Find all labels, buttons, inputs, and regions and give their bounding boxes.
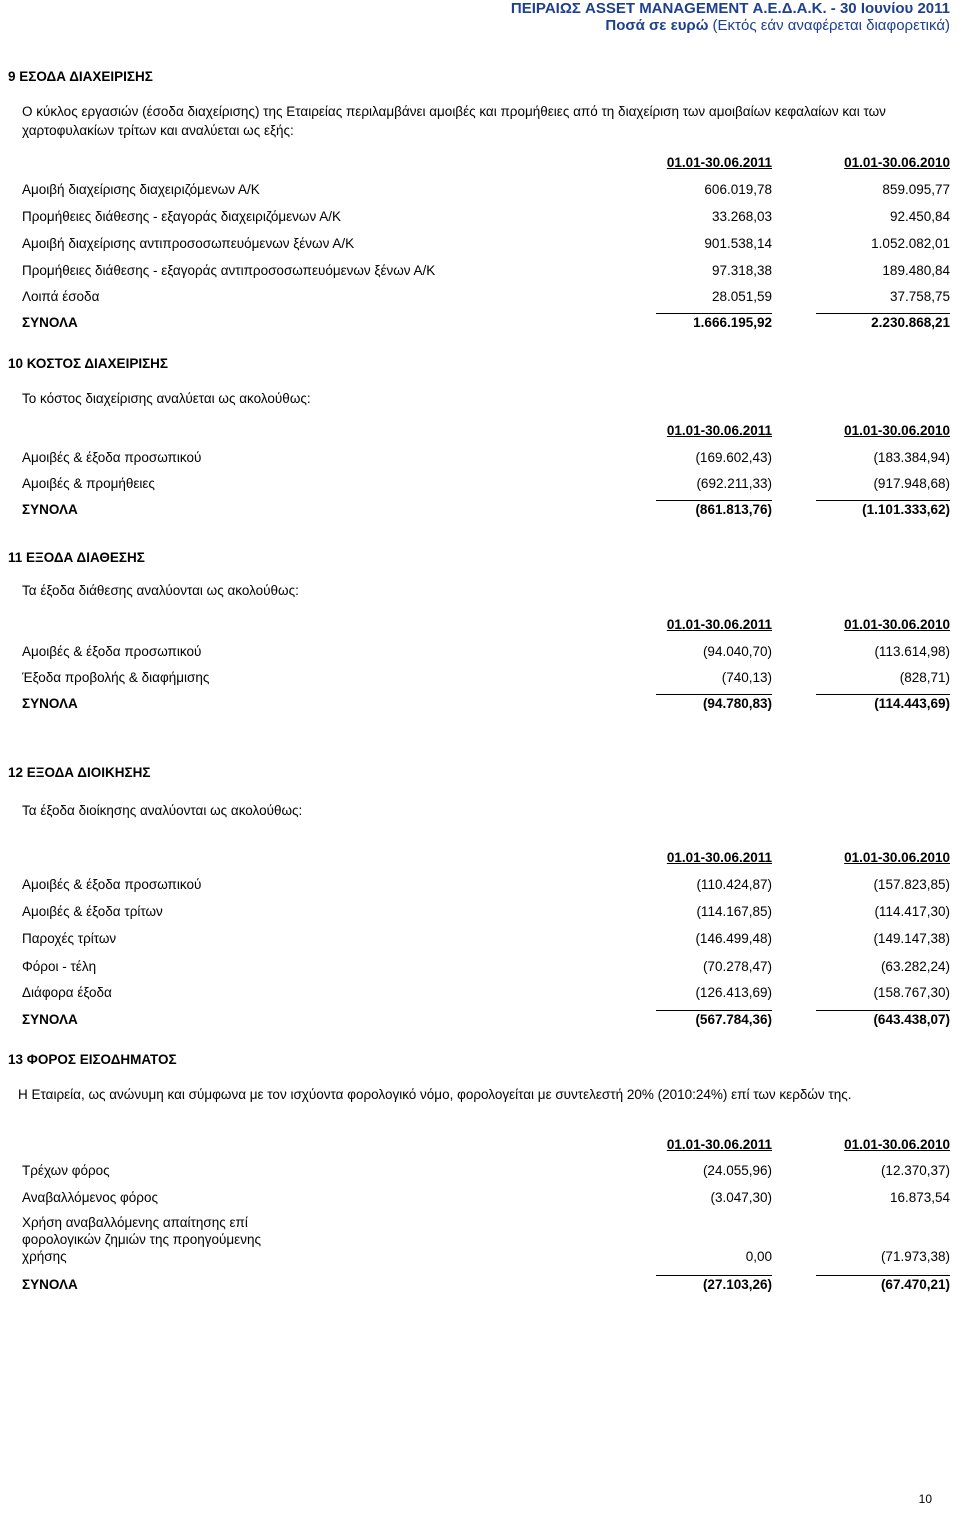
section-11-col-2010: 01.01-30.06.2010 <box>844 617 950 632</box>
table-row <box>0 182 960 200</box>
row-label: Αμοιβές & έξοδα προσωπικού <box>22 877 202 892</box>
section-11-title: 11 ΕΞΟΔΑ ΔΙΑΘΕΣΗΣ <box>8 550 145 565</box>
row-label: Φόροι - τέλη <box>22 959 97 974</box>
row-value-2011: (114.167,85) <box>696 904 772 919</box>
table-row <box>0 670 960 688</box>
total-value-2010: (67.470,21) <box>816 1275 950 1292</box>
row-value-2010: (917.948,68) <box>873 476 950 491</box>
row-value-2011: (24.055,96) <box>702 1163 772 1178</box>
page-number: 10 <box>918 1492 932 1506</box>
row-value-2011: 33.268,03 <box>711 209 772 224</box>
table-row <box>0 236 960 254</box>
row-value-2011: 28.051,59 <box>711 289 772 304</box>
row-value-2011: 0,00 <box>745 1249 772 1264</box>
section-11-intro: Τα έξοδα διάθεσης αναλύονται ως ακολούθως: <box>22 583 299 598</box>
row-value-2010: 92.450,84 <box>889 209 950 224</box>
total-label: ΣΥΝΟΛΑ <box>22 1277 78 1292</box>
row-value-2010: (114.417,30) <box>874 904 950 919</box>
total-value-2010: (114.443,69) <box>816 694 950 711</box>
section-11-col-2011: 01.01-30.06.2011 <box>666 617 772 632</box>
report-header-title: ΠΕΙΡΑΙΩΣ ASSET MANAGEMENT Α.Ε.Δ.Α.Κ. - 30 Ιουνίου 2011 <box>510 0 950 17</box>
row-value-2010: (63.282,24) <box>880 959 950 974</box>
total-value-2011: (27.103,26) <box>656 1275 772 1292</box>
row-value-2011: 901.538,14 <box>704 236 772 251</box>
row-label: Αμοιβές & έξοδα προσωπικού <box>22 450 202 465</box>
row-label: Τρέχων φόρος <box>22 1163 110 1178</box>
row-value-2011: (70.278,47) <box>702 959 772 974</box>
total-value-2010: 2.230.868,21 <box>816 313 950 330</box>
section-10-col-2010: 01.01-30.06.2010 <box>844 423 950 438</box>
table-row <box>0 904 960 922</box>
row-label: Προμήθειες διάθεσης - εξαγοράς αντιπροσοσωπευόμενων ξένων Α/Κ <box>22 263 436 278</box>
total-value-2011: 1.666.195,92 <box>656 313 772 330</box>
table-row <box>0 931 960 949</box>
row-value-2010: (149.147,38) <box>873 931 950 946</box>
row-label: Αμοιβή διαχείρισης αντιπροσοσωπευόμενων ξένων Α/Κ <box>22 236 355 251</box>
section-12-col-2010: 01.01-30.06.2010 <box>844 850 950 865</box>
total-value-2011: (567.784,36) <box>656 1010 772 1027</box>
section-9-intro: Ο κύκλος εργασιών (έσοδα διαχείρισης) της Εταιρείας περιλαμβάνει αμοιβές και προμήθειες από τη διαχείριση των αμοιβαίων κεφαλαίων και των χαρτοφυλακίων τρίτων και αναλύεται ως εξής: <box>22 104 886 138</box>
section-13-intro: Η Εταιρεία, ως ανώνυμη και σύμφωνα με τον ισχύοντα φορολογικό νόμο, φορολογείται με συντελεστή 20% (2010:24%) επί των κερδών της. <box>18 1087 852 1102</box>
row-value-2010: 16.873,54 <box>889 1190 950 1205</box>
row-label: Έξοδα προβολής & διαφήμισης <box>22 670 210 685</box>
table-row <box>0 644 960 662</box>
row-value-2010: 1.052.082,01 <box>871 236 950 251</box>
table-row <box>0 1163 960 1181</box>
currency-note-detail: (Εκτός εάν αναφέρεται διαφορετικά) <box>708 17 950 34</box>
row-label: Αναβαλλόμενος φόρος <box>22 1190 158 1205</box>
row-value-2011: (126.413,69) <box>695 985 772 1000</box>
total-label: ΣΥΝΟΛΑ <box>22 502 78 517</box>
row-value-2011: 606.019,78 <box>704 182 772 197</box>
total-row <box>0 500 960 518</box>
section-12-col-2011: 01.01-30.06.2011 <box>666 850 772 865</box>
row-label: Παροχές τρίτων <box>22 931 117 946</box>
section-13-col-2011: 01.01-30.06.2011 <box>666 1137 772 1152</box>
row-value-2011: (110.424,87) <box>696 877 772 892</box>
table-row <box>0 1190 960 1208</box>
currency-note: Ποσά σε ευρώ <box>605 17 709 34</box>
total-label: ΣΥΝΟΛΑ <box>22 1012 78 1027</box>
row-value-2011: (692.211,33) <box>696 476 772 491</box>
section-10-title: 10 ΚΟΣΤΟΣ ΔΙΑΧΕΙΡΙΣΗΣ <box>8 356 169 371</box>
row-value-2011: 97.318,38 <box>711 263 772 278</box>
table-row <box>0 209 960 227</box>
row-label: Αμοιβή διαχείρισης διαχειριζόμενων Α/Κ <box>22 182 260 197</box>
row-value-2010: (71.973,38) <box>880 1249 950 1264</box>
table-row <box>0 877 960 895</box>
section-12-title: 12 ΕΞΟΔΑ ΔΙΟΙΚΗΣΗΣ <box>8 765 151 780</box>
table-row <box>0 263 960 281</box>
section-9-col-2010: 01.01-30.06.2010 <box>844 155 950 170</box>
table-row <box>0 476 960 494</box>
row-value-2011: (146.499,48) <box>695 931 772 946</box>
total-row <box>0 1275 960 1293</box>
row-value-2011: (94.040,70) <box>702 644 772 659</box>
row-value-2011: (169.602,43) <box>695 450 772 465</box>
total-value-2011: (861.813,76) <box>656 500 772 517</box>
row-value-2010: (183.384,94) <box>873 450 950 465</box>
row-label: Λοιπά έσοδα <box>22 289 100 304</box>
row-label: Χρήση αναβαλλόμενης απαίτησης επί φορολογικών ζημιών της προηγούμενης χρήσης <box>22 1215 261 1264</box>
row-value-2011: (740,13) <box>721 670 772 685</box>
table-row <box>0 985 960 1003</box>
row-value-2010: (113.614,98) <box>874 644 950 659</box>
row-value-2011: (3.047,30) <box>710 1190 772 1205</box>
section-13-col-2010: 01.01-30.06.2010 <box>844 1137 950 1152</box>
row-label: Προμήθειες διάθεσης - εξαγοράς διαχειριζόμενων Α/Κ <box>22 209 341 224</box>
row-value-2010: (12.370,37) <box>880 1163 950 1178</box>
row-label: Αμοιβές & έξοδα προσωπικού <box>22 644 202 659</box>
total-value-2010: (643.438,07) <box>816 1010 950 1027</box>
section-12-intro: Τα έξοδα διοίκησης αναλύονται ως ακολούθως: <box>22 803 303 818</box>
report-header-subtitle <box>605 17 950 34</box>
section-10-intro: Το κόστος διαχείρισης αναλύεται ως ακολούθως: <box>22 391 311 406</box>
total-row <box>0 1010 960 1028</box>
total-row <box>0 313 960 331</box>
section-9-title: 9 ΕΣΟΔΑ ΔΙΑΧΕΙΡΙΣΗΣ <box>8 69 153 84</box>
section-13-title: 13 ΦΟΡΟΣ ΕΙΣΟΔΗΜΑΤΟΣ <box>8 1052 177 1067</box>
row-label: Αμοιβές & έξοδα τρίτων <box>22 904 163 919</box>
row-value-2010: 189.480,84 <box>882 263 950 278</box>
row-value-2010: (158.767,30) <box>873 985 950 1000</box>
table-row <box>0 959 960 977</box>
section-9-col-2011: 01.01-30.06.2011 <box>666 155 772 170</box>
total-label: ΣΥΝΟΛΑ <box>22 315 78 330</box>
table-row <box>0 289 960 307</box>
total-value-2010: (1.101.333,62) <box>816 500 950 517</box>
row-value-2010: 37.758,75 <box>889 289 950 304</box>
section-10-col-2011: 01.01-30.06.2011 <box>666 423 772 438</box>
row-label: Διάφορα έξοδα <box>22 985 112 1000</box>
table-row <box>0 1214 960 1268</box>
table-row <box>0 450 960 468</box>
total-value-2011: (94.780,83) <box>656 694 772 711</box>
row-value-2010: 859.095,77 <box>882 182 950 197</box>
row-value-2010: (157.823,85) <box>873 877 950 892</box>
total-row <box>0 694 960 712</box>
row-label: Αμοιβές & προμήθειες <box>22 476 155 491</box>
total-label: ΣΥΝΟΛΑ <box>22 696 78 711</box>
row-value-2010: (828,71) <box>899 670 950 685</box>
